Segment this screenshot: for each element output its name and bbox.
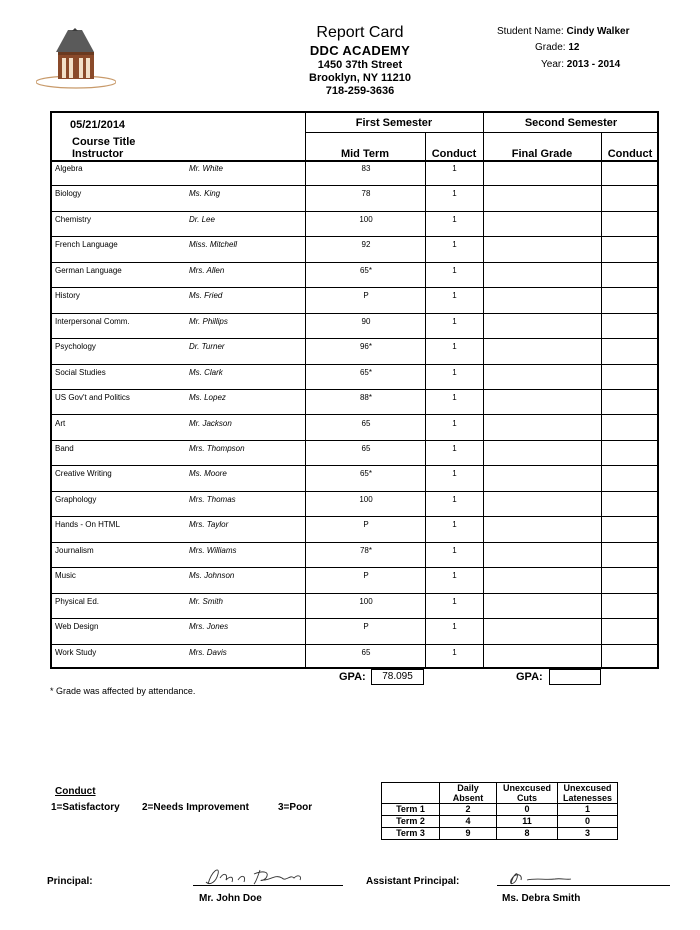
attendance-note: * Grade was affected by attendance. (50, 686, 196, 696)
gpa-label: GPA: (339, 671, 366, 683)
mid-term-grade: 78* (359, 545, 372, 555)
table-row (52, 441, 657, 466)
conduct-scale-2: 2=Needs Improvement (142, 802, 249, 813)
school-logo (36, 26, 116, 92)
conduct-header: Conduct (431, 148, 477, 160)
table-row (52, 212, 657, 237)
course-title: Physical Ed. (55, 596, 100, 606)
mid-term-grade: P (363, 622, 369, 632)
cuts-count: 11 (497, 816, 558, 828)
mid-term-grade: 65* (359, 469, 372, 479)
principal-label: Principal: (47, 876, 93, 887)
conduct-grade: 1 (452, 265, 457, 275)
conduct-grade: 1 (452, 443, 457, 453)
mid-term-grade: P (363, 291, 369, 301)
conduct-grade: 1 (452, 367, 457, 377)
year-field (541, 59, 620, 70)
report-title: Report Card (316, 24, 404, 41)
conduct-grade: 1 (452, 494, 457, 504)
mid-term-grade: P (363, 520, 369, 530)
instructor-name: Ms. Moore (189, 469, 227, 479)
mid-term-header: Mid Term (340, 148, 390, 160)
unexcused-cuts-header: Unexcused Cuts (497, 783, 558, 804)
instructor-name: Mrs. Allen (189, 265, 225, 275)
course-title: Work Study (55, 647, 97, 657)
conduct-2-header: Conduct (607, 148, 653, 160)
absent-count: 9 (440, 828, 497, 840)
conduct-grade: 1 (452, 520, 457, 530)
mid-term-grade: 100 (359, 214, 373, 224)
course-title: Algebra (55, 164, 83, 173)
table-row (52, 594, 657, 619)
mid-term-grade: 90 (361, 316, 371, 326)
mid-term-grade: 65* (359, 265, 372, 275)
conduct-grade: 1 (452, 622, 457, 632)
instructor-name: Ms. Johnson (189, 571, 235, 581)
year-value: 2013 - 2014 (566, 59, 621, 70)
school-phone: 718-259-3636 (325, 85, 395, 97)
conduct-grade: 1 (452, 189, 457, 199)
conduct-grade: 1 (452, 342, 457, 352)
conduct-grade: 1 (452, 647, 457, 657)
gpa-2-value (549, 669, 601, 685)
cuts-count: 8 (497, 828, 558, 840)
term-label: Term 2 (382, 816, 440, 828)
instructor-name: Ms. Clark (189, 367, 223, 377)
instructor-name: Mrs. Taylor (189, 520, 229, 530)
attendance-corner (382, 783, 440, 804)
conduct-grade: 1 (452, 164, 457, 173)
first-semester-header: First Semester (355, 117, 433, 129)
conduct-grade: 1 (452, 214, 457, 224)
conduct-grade: 1 (452, 240, 457, 250)
absent-count: 2 (440, 804, 497, 816)
course-title: Band (55, 443, 74, 453)
attendance-row (382, 816, 618, 828)
conduct-grade: 1 (452, 571, 457, 581)
course-title: US Gov't and Politics (55, 393, 130, 403)
divider (305, 132, 657, 133)
mid-term-grade: 92 (361, 240, 371, 250)
second-semester-header: Second Semester (524, 117, 618, 129)
table-row (52, 288, 657, 313)
mid-term-grade: 65* (359, 367, 372, 377)
conduct-grade: 1 (452, 545, 457, 555)
daily-absent-header: Daily Absent (440, 783, 497, 804)
mid-term-grade: 83 (361, 164, 371, 173)
course-title: Creative Writing (55, 469, 112, 479)
table-row (52, 645, 657, 670)
table-row (52, 365, 657, 390)
table-row (52, 263, 657, 288)
final-grade-header: Final Grade (511, 148, 573, 160)
mid-term-grade: 78 (361, 189, 371, 199)
conduct-scale-1: 1=Satisfactory (51, 802, 120, 813)
term-label: Term 1 (382, 804, 440, 816)
principal-signature-line (193, 885, 343, 886)
mid-term-grade: 65 (361, 418, 371, 428)
course-title: Psychology (55, 342, 96, 352)
student-name-field (497, 26, 629, 37)
unexcused-latenesses-header: Unexcused Latenesses (558, 783, 618, 804)
late-count: 3 (558, 828, 618, 840)
conduct-scale-3: 3=Poor (278, 802, 313, 813)
assistant-principal-label: Assistant Principal: (366, 876, 460, 887)
attendance-table (381, 782, 618, 840)
gpa-2-label: GPA: (516, 671, 543, 683)
table-row (52, 543, 657, 568)
instructor-name: Mrs. Thomas (189, 494, 236, 504)
table-row (52, 619, 657, 644)
grade-label: Grade: (535, 42, 566, 53)
school-name: DDC ACADEMY (309, 43, 411, 58)
course-title: Social Studies (55, 367, 106, 377)
instructor-name: Ms. Fried (189, 291, 223, 301)
table-row (52, 568, 657, 593)
instructor-name: Mrs. Jones (189, 622, 229, 632)
school-address-street: 1450 37th Street (317, 59, 403, 71)
mid-term-grade: 100 (359, 596, 373, 606)
instructor-name: Mr. White (189, 164, 223, 173)
table-row (52, 466, 657, 491)
conduct-grade: 1 (452, 469, 457, 479)
course-title: German Language (55, 265, 122, 275)
table-row (52, 390, 657, 415)
student-name-value: Cindy Walker (566, 26, 630, 37)
attendance-row (382, 828, 618, 840)
absent-count: 4 (440, 816, 497, 828)
mid-term-grade: 100 (359, 494, 373, 504)
instructor-name: Mr. Jackson (189, 418, 232, 428)
course-title: Chemistry (55, 214, 92, 224)
conduct-grade: 1 (452, 316, 457, 326)
instructor-name: Ms. King (189, 189, 221, 199)
table-row (52, 237, 657, 262)
table-row (52, 492, 657, 517)
table-row (52, 186, 657, 211)
late-count: 0 (558, 816, 618, 828)
table-row (52, 161, 657, 186)
mid-term-grade: 65 (361, 443, 371, 453)
table-row (52, 339, 657, 364)
cuts-count: 0 (497, 804, 558, 816)
instructor-name: Dr. Turner (189, 342, 225, 352)
gpa-value: 78.095 (371, 669, 424, 685)
course-title: Graphology (55, 494, 97, 504)
conduct-grade: 1 (452, 596, 457, 606)
course-title: Biology (55, 189, 82, 199)
instructor-name: Mrs. Thompson (189, 443, 245, 453)
grade-value: 12 (568, 42, 580, 53)
course-title: Art (55, 418, 66, 428)
conduct-grade: 1 (452, 291, 457, 301)
table-row (52, 517, 657, 542)
late-count: 1 (558, 804, 618, 816)
mid-term-grade: 88* (359, 393, 372, 403)
instructor-name: Miss. Mitchell (189, 240, 238, 250)
course-title: Interpersonal Comm. (55, 316, 130, 326)
instructor-name: Ms. Lopez (189, 393, 226, 403)
course-title: History (55, 291, 80, 301)
course-title: Journalism (55, 545, 94, 555)
mid-term-grade: 65 (361, 647, 371, 657)
principal-name: Mr. John Doe (199, 893, 262, 904)
conduct-grade: 1 (452, 393, 457, 403)
student-name-label: Student Name: (497, 26, 564, 37)
instructor-name: Mr. Phillips (189, 316, 228, 326)
instructor-name: Dr. Lee (189, 214, 215, 224)
year-label: Year: (541, 59, 564, 70)
instructor-name: Mr. Smith (189, 596, 223, 606)
course-title: Web Design (55, 622, 99, 632)
report-date: 05/21/2014 (70, 119, 126, 131)
grade-field (535, 42, 579, 53)
mid-term-grade: 96* (359, 342, 372, 352)
course-title: Music (55, 571, 76, 581)
instructor-header: Instructor (72, 148, 124, 160)
course-title: French Language (55, 240, 118, 250)
table-row (52, 416, 657, 441)
instructor-name: Mrs. Davis (189, 647, 227, 657)
mid-term-grade: P (363, 571, 369, 581)
table-row (52, 314, 657, 339)
conduct-key-title: Conduct (55, 786, 96, 797)
course-title: Hands - On HTML (55, 520, 120, 530)
term-label: Term 3 (382, 828, 440, 840)
assistant-principal-name: Ms. Debra Smith (502, 893, 581, 904)
school-address-city: Brooklyn, NY 11210 (309, 72, 411, 84)
instructor-name: Mrs. Williams (189, 545, 237, 555)
conduct-grade: 1 (452, 418, 457, 428)
grades-table (50, 111, 659, 669)
assistant-principal-signature-line (497, 885, 670, 886)
attendance-row (382, 804, 618, 816)
course-title-header: Course Title (72, 136, 136, 148)
